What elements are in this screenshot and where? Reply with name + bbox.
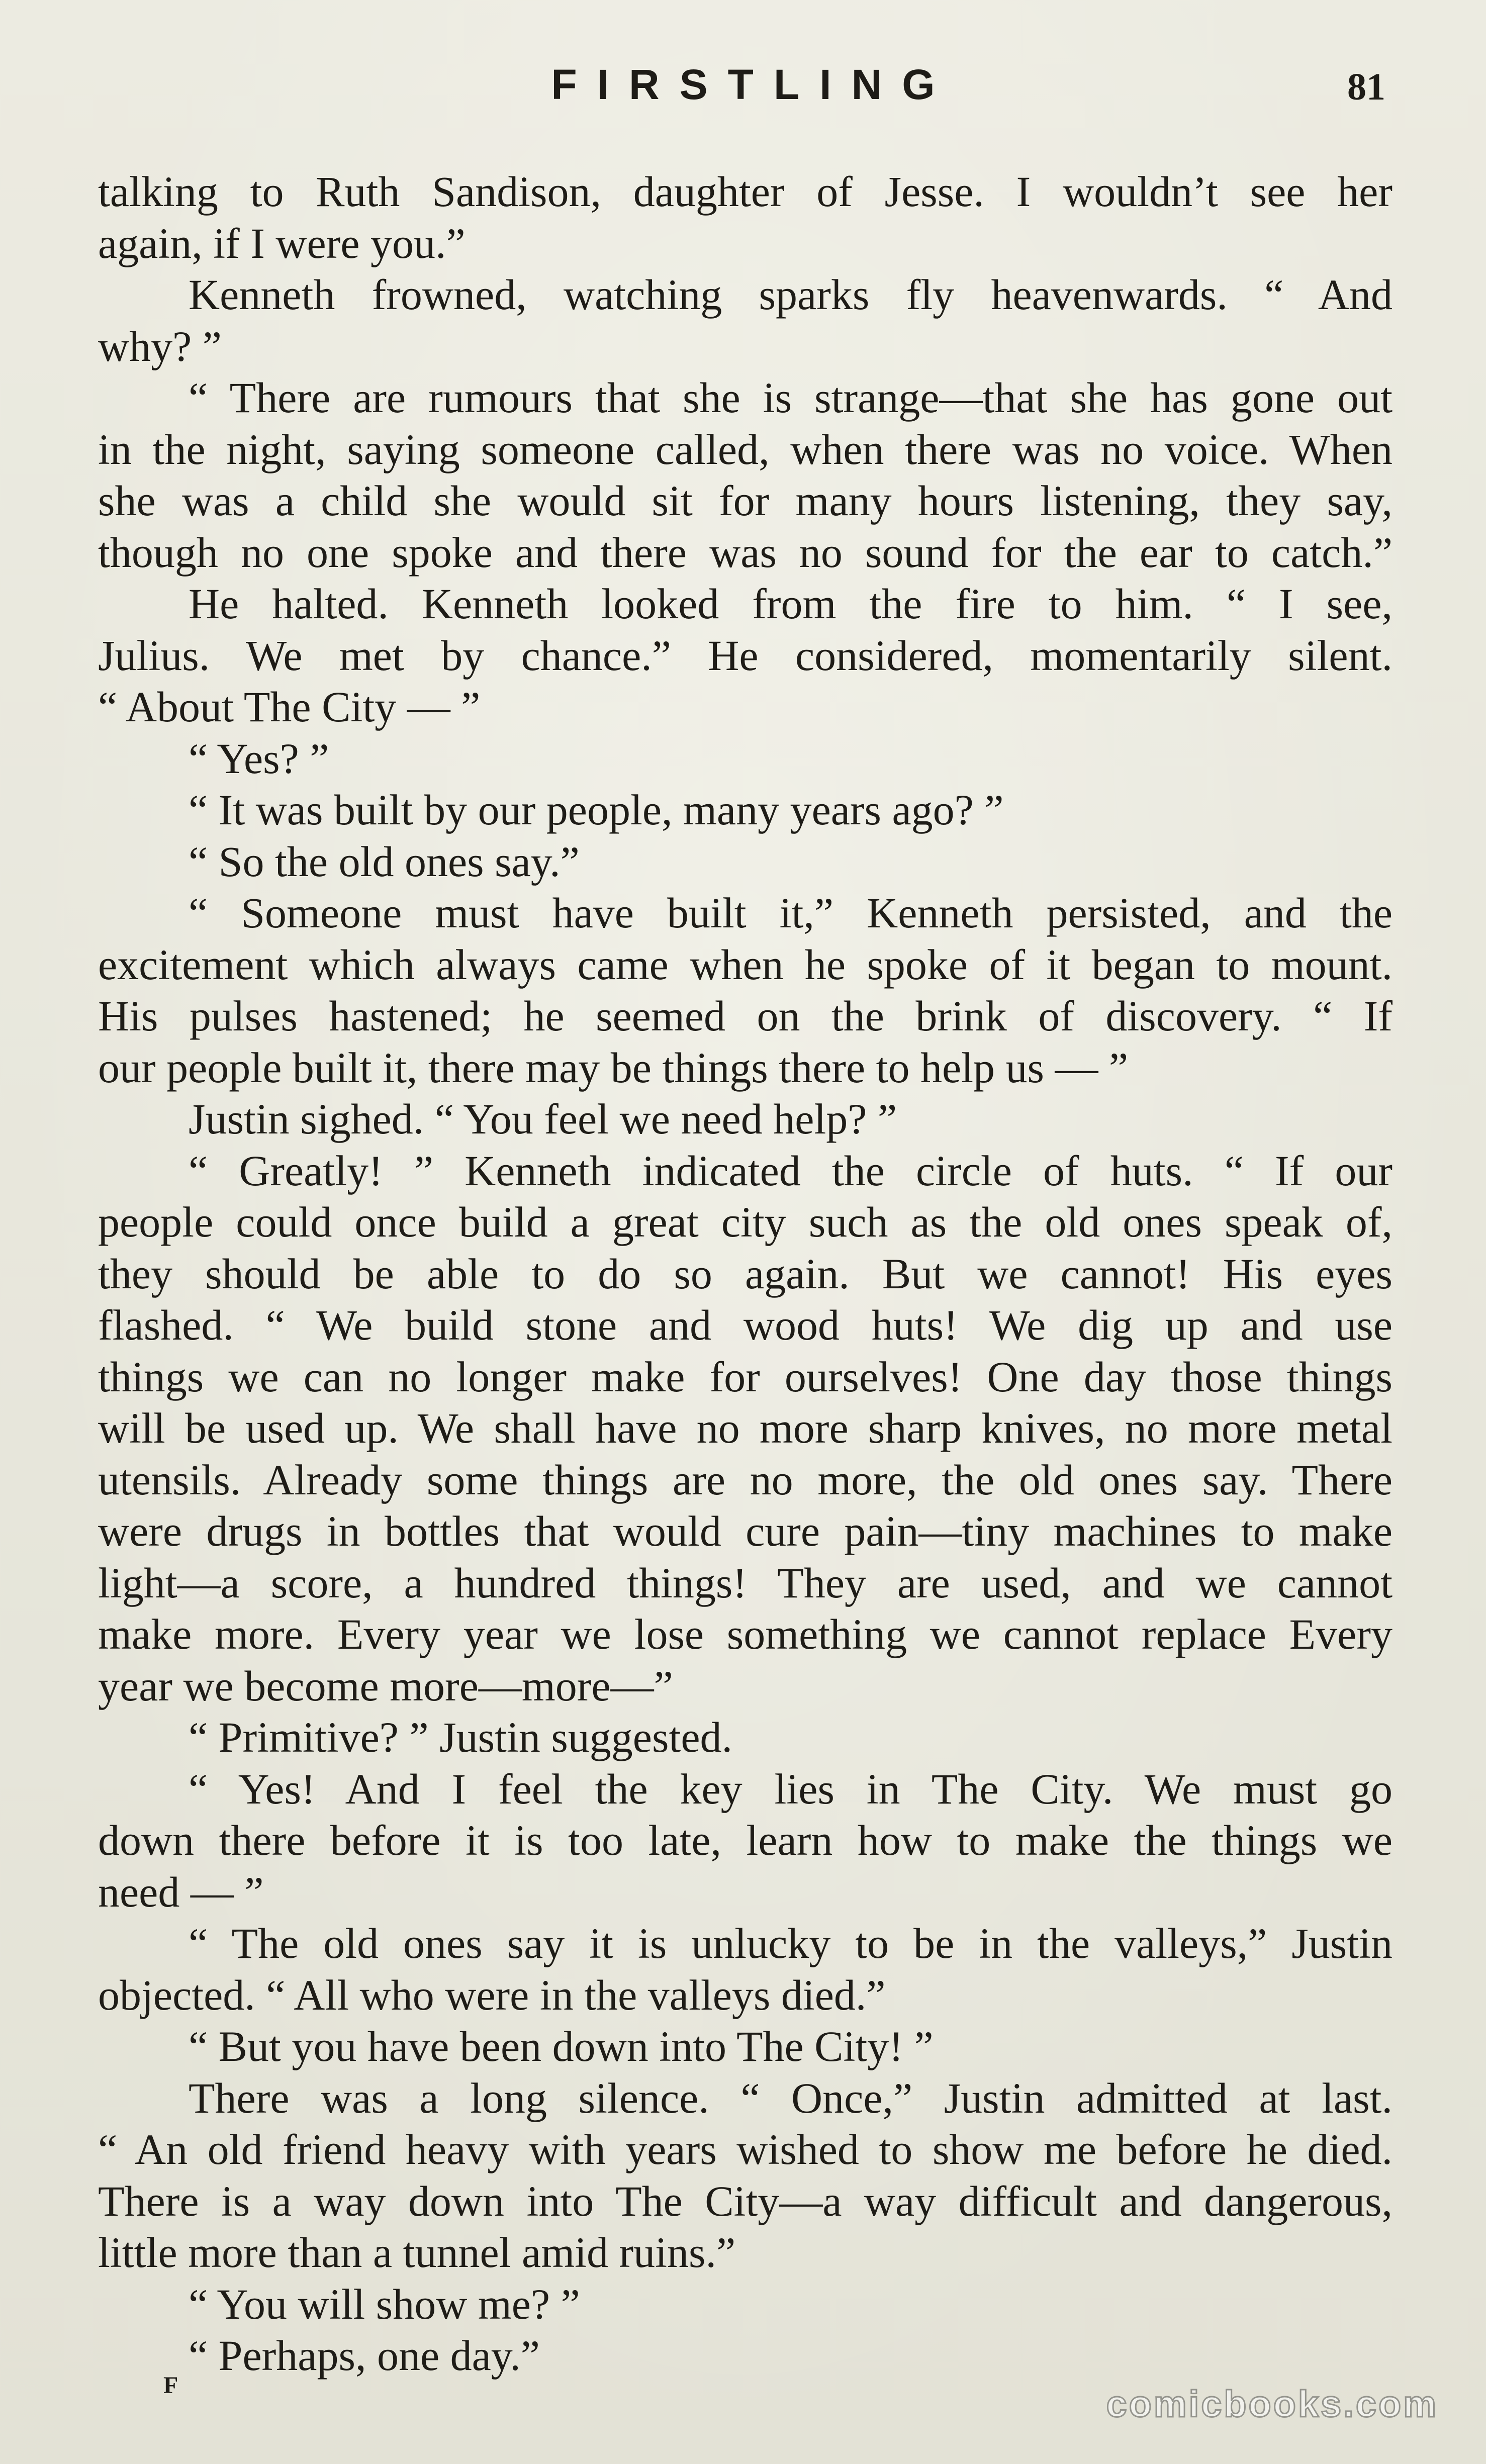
text-line: objected. “ All who were in the valleys died.” <box>98 1970 886 2019</box>
text-line: “ Yes? ” <box>189 734 329 783</box>
text-line: light—a score, a hundred things! They are used, and we cannot <box>98 1558 1392 1607</box>
text-line: He halted. Kenneth looked from the fire to him. “ I see, <box>189 580 1392 628</box>
text-line: utensils. Already some things are no more, the old ones say. There <box>98 1455 1392 1504</box>
signature-mark: F <box>163 2372 178 2399</box>
text-line: “ The old ones say it is unlucky to be in the valleys,” Justin <box>189 1919 1392 1967</box>
text-line: make more. Every year we lose something we cannot replace Every <box>98 1610 1392 1658</box>
text-line: our people built it, there may be things there to help us — ” <box>98 1043 1129 1092</box>
text-line: though no one spoke and there was no sound for the ear to catch.” <box>98 528 1392 577</box>
text-line: “ You will show me? ” <box>189 2280 580 2328</box>
text-line: “ Greatly! ” Kenneth indicated the circle of huts. “ If our <box>189 1146 1392 1195</box>
text-line: will be used up. We shall have no more sharp knives, no more metal <box>98 1404 1392 1452</box>
text-line: Justin sighed. “ You feel we need help? ” <box>189 1095 897 1143</box>
text-line: Julius. We met by chance.” He considered, momentarily silent. <box>98 631 1392 680</box>
text-line: “ An old friend heavy with years wished to show me before he died. <box>98 2125 1392 2173</box>
running-title: FIRSTLING <box>551 61 955 108</box>
text-line: excitement which always came when he spoke of it began to mount. <box>98 940 1392 989</box>
text-line: down there before it is too late, learn how to make the things we <box>98 1816 1392 1864</box>
text-line: “ Primitive? ” Justin suggested. <box>189 1713 733 1761</box>
text-line: things we can no longer make for ourselves! One day those things <box>98 1352 1392 1401</box>
text-line: “ Yes! And I feel the key lies in The City. We must go <box>189 1764 1392 1813</box>
text-line: “ There are rumours that she is strange—that she has gone out <box>189 373 1392 422</box>
text-line: she was a child she would sit for many hours listening, they say, <box>98 477 1392 525</box>
text-line: year we become more—more—” <box>98 1661 673 1710</box>
text-line: need — ” <box>98 1867 264 1916</box>
text-line: were drugs in bottles that would cure pain—tiny machines to make <box>98 1507 1392 1555</box>
text-line: His pulses hastened; he seemed on the brink of discovery. “ If <box>98 992 1392 1040</box>
body-text <box>98 166 1392 2382</box>
text-line: “ It was built by our people, many years ago? ” <box>189 786 1004 834</box>
text-line: “ Someone must have built it,” Kenneth persisted, and the <box>189 889 1392 937</box>
text-line: again, if I were you.” <box>98 219 466 267</box>
text-line: “ About The City — ” <box>98 683 481 731</box>
page-number: 81 <box>1347 66 1385 108</box>
text-line: talking to Ruth Sandison, daughter of Jesse. I wouldn’t see her <box>98 167 1392 216</box>
text-line: flashed. “ We build stone and wood huts! We dig up and use <box>98 1301 1392 1349</box>
text-line: they should be able to do so again. But we cannot! His eyes <box>98 1249 1392 1298</box>
text-line: in the night, saying someone called, when there was no voice. When <box>98 425 1392 473</box>
text-line: There was a long silence. “ Once,” Justin admitted at last. <box>189 2073 1392 2122</box>
text-line: There is a way down into The City—a way difficult and dangerous, <box>98 2176 1392 2225</box>
text-line: “ Perhaps, one day.” <box>189 2331 540 2380</box>
text-line: “ But you have been down into The City! ” <box>189 2022 934 2070</box>
text-line: Kenneth frowned, watching sparks fly heavenwards. “ And <box>189 270 1392 319</box>
text-line: little more than a tunnel amid ruins.” <box>98 2228 736 2277</box>
text-line: “ So the old ones say.” <box>189 837 580 886</box>
text-line: why? ” <box>98 322 222 370</box>
watermark: comicbooks.com <box>1106 2383 1438 2425</box>
running-head <box>0 60 1486 126</box>
text-line: people could once build a great city such as the old ones speak of, <box>98 1198 1392 1246</box>
